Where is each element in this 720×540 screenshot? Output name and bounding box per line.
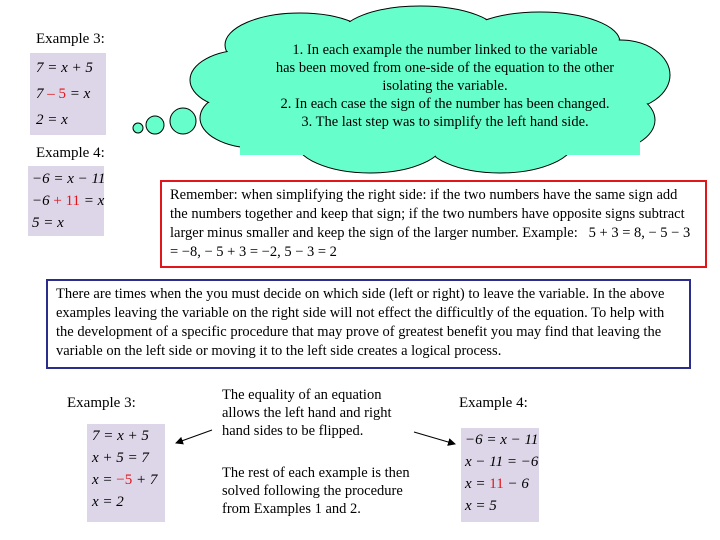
- equation-line: x + 5 = 7: [92, 450, 149, 466]
- example3-label: Example 3:: [36, 31, 105, 47]
- procedure-explanation: The rest of each example is then solved following the procedure from Examples 1 and 2.: [222, 465, 410, 517]
- equation-line: 7 = x + 5: [92, 428, 149, 444]
- equation-line: −6 = x − 11: [465, 432, 539, 448]
- note-text: There are times when the you must decide on which side (left or right) to leave the variable. In the above examples leaving the variable on the right side will not effect the difficultly of the equation. To help with the development of a specific procedure that may prove of greatest benefit you may find that leaving the variable on the left side or moving it to the left side creates a logical process.: [56, 286, 665, 359]
- equation-line: x = 2: [92, 494, 124, 510]
- cloud-line: has been moved from one-side of the equation to the other: [275, 60, 615, 76]
- equation-line: x = −5 + 7: [92, 472, 158, 488]
- bottom-example3-label: Example 3:: [67, 395, 136, 411]
- equation-line: x = 5: [465, 498, 497, 514]
- equation-line: 2 = x: [36, 112, 68, 128]
- equation-line: x − 11 = −6: [465, 454, 539, 470]
- equation-line: 7 = x + 5: [36, 60, 93, 76]
- equation-line: 7 – 5 = x: [36, 86, 91, 102]
- cloud-line: 1. In each example the number linked to the variable: [292, 42, 598, 58]
- bottom-example4-equations: [461, 428, 539, 522]
- bottom-example4-label: Example 4:: [459, 395, 528, 411]
- remember-example: 5 + 3 = 8, − 5 − 3 = −8, − 5 + 3 = −2, 5 − 3 = 2: [170, 225, 691, 260]
- cloud-line: isolating the variable.: [382, 78, 508, 94]
- remember-text: Remember: when simplifying the right side: if the two numbers have the same sign add the numbers together and keep that sign; if the two numbers have opposite signs subtract larger minus smaller and keep the sign of the larger number. Example:: [170, 187, 685, 241]
- equation-line: x = 11 − 6: [465, 476, 529, 492]
- equation-line: 5 = x: [32, 215, 64, 231]
- cloud-line: 2. In each case the sign of the number has been changed.: [280, 96, 610, 112]
- arrow-left-icon: [176, 430, 212, 443]
- flip-explanation: The equality of an equation allows the left hand and right hand sides to be flipped.: [222, 387, 392, 439]
- example4-label: Example 4:: [36, 145, 105, 161]
- equation-line: −6 = x − 11: [32, 171, 106, 187]
- cloud-line: 3. The last step was to simplify the left hand side.: [301, 114, 589, 130]
- equation-line: −6 + 11 = x: [32, 193, 105, 209]
- arrow-right-icon: [414, 432, 455, 444]
